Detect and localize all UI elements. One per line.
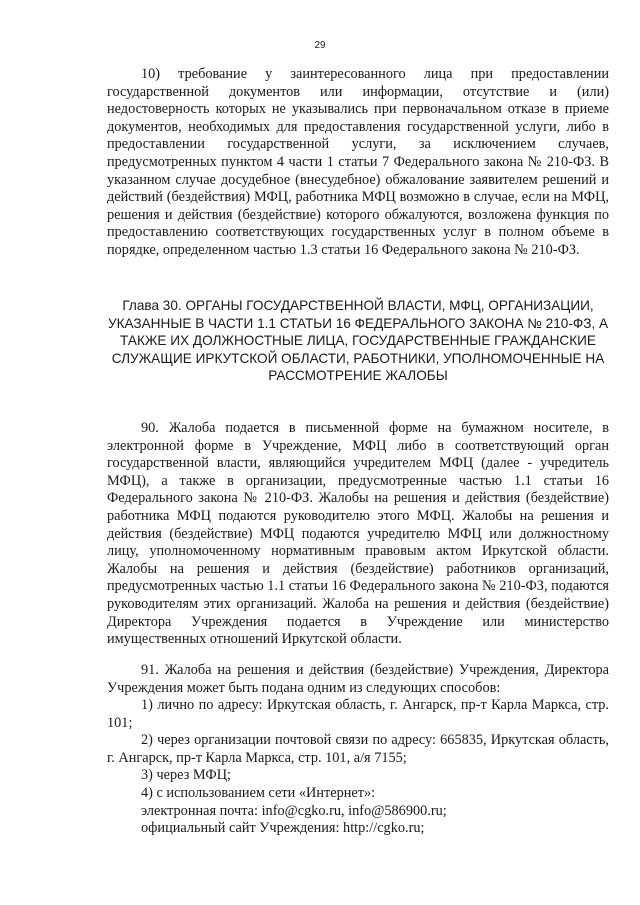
list-item: 3) через МФЦ; — [141, 767, 232, 784]
submission-methods-list — [107, 697, 609, 838]
list-item: 4) с использованием сети «Интернет»: — [141, 784, 376, 801]
paragraph-91: 91. Жалоба на решения и действия (бездействие) Учреждения, Директора Учреждения может быть подана одним из следующих способов: — [107, 662, 609, 696]
paragraph-10: 10) требование у заинтересованного лица при предоставлении государственной документов или информации, отсутствие и (или) недостоверность которых не указывались при первоначальном отказе в приеме документов, необходимых для предоставления государственной услуги, либо в предоставлении государственной услуги, за исключением случаев, предусмотренных пунктом 4 части 1 статьи 7 Федерального закона № 210-ФЗ. В указанном случае досудебное (внесудебное) обжалование заявителем решений и действий (бездействия) МФЦ, работника МФЦ возможно в случае, если на МФЦ, решения и действия (бездействие) которого обжалуются, возложена функция по предоставлению соответствующих государственных услуг в полном объеме в порядке, определенном частью 1.3 статьи 16 Федерального закона № 210-ФЗ. — [107, 66, 609, 258]
paragraph-90: 90. Жалоба подается в письменной форме на бумажном носителе, в электронной форме в Учреждение, МФЦ либо в соответствующий орган государственной власти, являющийся учредителем МФЦ (далее - учредитель МФЦ), а также в организации, предусмотренные частью 1.1 статьи 16 Федерального закона № 210-ФЗ. Жалобы на решения и действия (бездействие) работника МФЦ подаются руководителю этого МФЦ. Жалобы на решения и действия (бездействие) МФЦ подаются учредителю МФЦ или должностному лицу, уполномоченному нормативным правовым актом Иркутской области. Жалобы на решения и действия (бездействие) работников организаций, предусмотренных частью 1.1 статьи 16 Федерального закона № 210-ФЗ, подаются руководителям этих организаций. Жалоба на решения и действия (бездействие) Директора Учреждения подается в Учреждение или министерство имущественных отношений Иркутской области. — [107, 420, 609, 648]
page-number: 29 — [314, 40, 326, 51]
list-item: 1) лично по адресу: Иркутская область, г. Ангарск, пр-т Карла Маркса, стр. 101; — [107, 697, 609, 731]
list-item-website: официальный сайт Учреждения: http://cgko.ru; — [141, 820, 425, 837]
chapter-heading: Глава 30. ОРГАНЫ ГОСУДАРСТВЕННОЙ ВЛАСТИ, МФЦ, ОРГАНИЗАЦИИ, УКАЗАННЫЕ В ЧАСТИ 1.1 СТАТЬИ 16 ФЕДЕРАЛЬНОГО ЗАКОНА № 210-ФЗ, А ТАКЖЕ ИХ ДОЛЖНОСТНЫЕ ЛИЦА, ГОСУДАРСТВЕННЫЕ ГРАЖДАНСКИЕ СЛУЖАЩИЕ ИРКУТСКОЙ ОБЛАСТИ, РАБОТНИКИ, УПОЛНОМОЧЕННЫЕ НА РАССМОТРЕНИЕ ЖАЛОБЫ — [107, 298, 609, 384]
list-item: 2) через организации почтовой связи по адресу: 665835, Иркутская область, г. Ангарск, пр-т Карла Маркса, стр. 101, а/я 7155; — [107, 732, 609, 766]
list-item-email: электронная почта: info@cgko.ru, info@586900.ru; — [141, 802, 447, 819]
